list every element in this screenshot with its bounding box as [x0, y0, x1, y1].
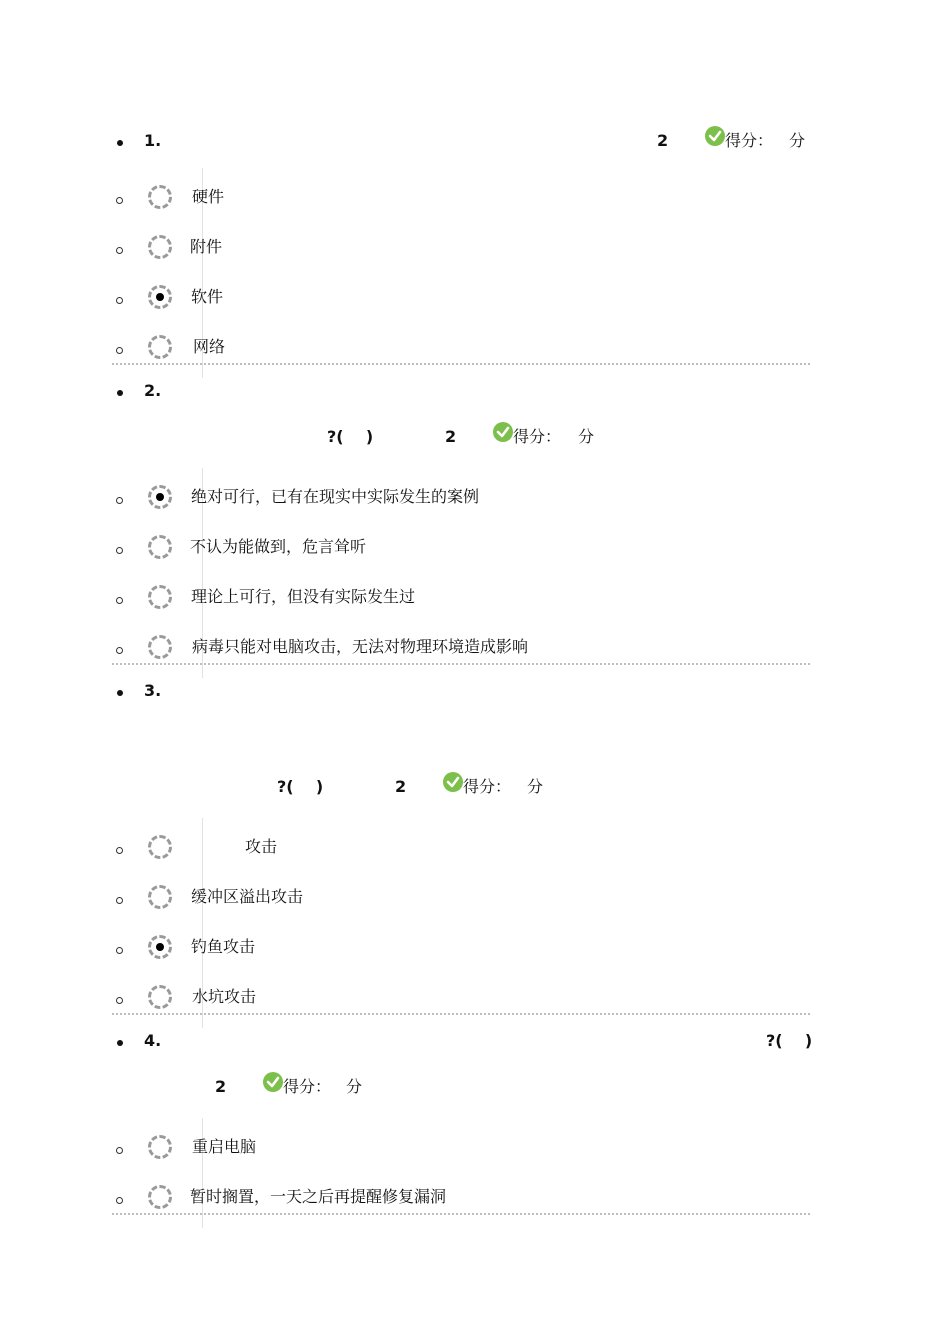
guide-line	[202, 1118, 203, 1228]
check-circle-icon	[705, 126, 725, 146]
question-separator	[112, 663, 810, 665]
question-points: 2	[395, 777, 407, 796]
radio-icon-selected[interactable]	[148, 285, 172, 309]
radio-icon[interactable]	[148, 335, 172, 359]
question-number: 4.	[144, 1031, 162, 1050]
option-label: 附件	[190, 237, 223, 256]
question-separator	[112, 1013, 810, 1015]
option-bullet	[116, 847, 123, 854]
radio-icon[interactable]	[148, 835, 172, 859]
question-bullet	[117, 690, 123, 696]
option-bullet	[116, 597, 123, 604]
option-bullet	[116, 347, 123, 354]
question-bullet	[117, 1040, 123, 1046]
option-label: 水坑攻击	[192, 987, 257, 1006]
question-number: 2.	[144, 381, 162, 400]
question-points: 2	[657, 131, 669, 150]
question-separator	[112, 363, 810, 365]
radio-icon[interactable]	[148, 235, 172, 259]
radio-icon-selected[interactable]	[148, 485, 172, 509]
radio-icon[interactable]	[148, 1185, 172, 1209]
question-number: 1.	[144, 131, 162, 150]
question-separator	[112, 1213, 810, 1215]
option-label: 理论上可行，但没有实际发生过	[191, 587, 416, 606]
option-bullet	[116, 647, 123, 654]
option-label: 软件	[191, 287, 224, 306]
question-bullet	[117, 140, 123, 146]
option-bullet	[116, 897, 123, 904]
option-label: 钓鱼攻击	[191, 937, 256, 956]
option-label: 缓冲区溢出攻击	[191, 887, 304, 906]
question-number: 3.	[144, 681, 162, 700]
check-circle-icon	[263, 1072, 283, 1092]
option-label: 绝对可行，已有在现实中实际发生的案例	[191, 487, 480, 506]
radio-icon[interactable]	[148, 535, 172, 559]
radio-icon[interactable]	[148, 585, 172, 609]
score-label: 得分：	[463, 777, 512, 796]
option-label: 暂时搁置，一天之后再提醒修复漏洞	[190, 1187, 447, 1206]
question-prompt-tail: ?( )	[327, 427, 374, 446]
score-label: 得分：	[513, 427, 562, 446]
option-label: 网络	[193, 337, 226, 356]
option-bullet	[116, 297, 123, 304]
option-bullet	[116, 497, 123, 504]
option-label: 攻击	[245, 837, 278, 856]
score-label: 得分：	[283, 1077, 332, 1096]
option-bullet	[116, 247, 123, 254]
option-label: 不认为能做到，危言耸听	[190, 537, 367, 556]
question-points: 2	[215, 1077, 227, 1096]
question-prompt-tail: ?( )	[277, 777, 324, 796]
question-points: 2	[445, 427, 457, 446]
radio-icon[interactable]	[148, 1135, 172, 1159]
option-label: 病毒只能对电脑攻击，无法对物理环境造成影响	[192, 637, 529, 656]
score-unit: 分	[346, 1077, 363, 1096]
option-bullet	[116, 1147, 123, 1154]
score-unit: 分	[527, 777, 544, 796]
score-label: 得分：	[725, 131, 774, 150]
question-bullet	[117, 390, 123, 396]
radio-icon-selected[interactable]	[148, 935, 172, 959]
radio-icon[interactable]	[148, 185, 172, 209]
option-bullet	[116, 1197, 123, 1204]
option-label: 重启电脑	[192, 1137, 257, 1156]
option-label: 硬件	[192, 187, 225, 206]
score-unit: 分	[578, 427, 595, 446]
check-circle-icon	[493, 422, 513, 442]
option-bullet	[116, 997, 123, 1004]
option-bullet	[116, 947, 123, 954]
check-circle-icon	[443, 772, 463, 792]
score-unit: 分	[789, 131, 806, 150]
option-bullet	[116, 547, 123, 554]
question-prompt-tail: ?( )	[766, 1031, 813, 1050]
radio-icon[interactable]	[148, 985, 172, 1009]
radio-icon[interactable]	[148, 635, 172, 659]
option-bullet	[116, 197, 123, 204]
radio-icon[interactable]	[148, 885, 172, 909]
